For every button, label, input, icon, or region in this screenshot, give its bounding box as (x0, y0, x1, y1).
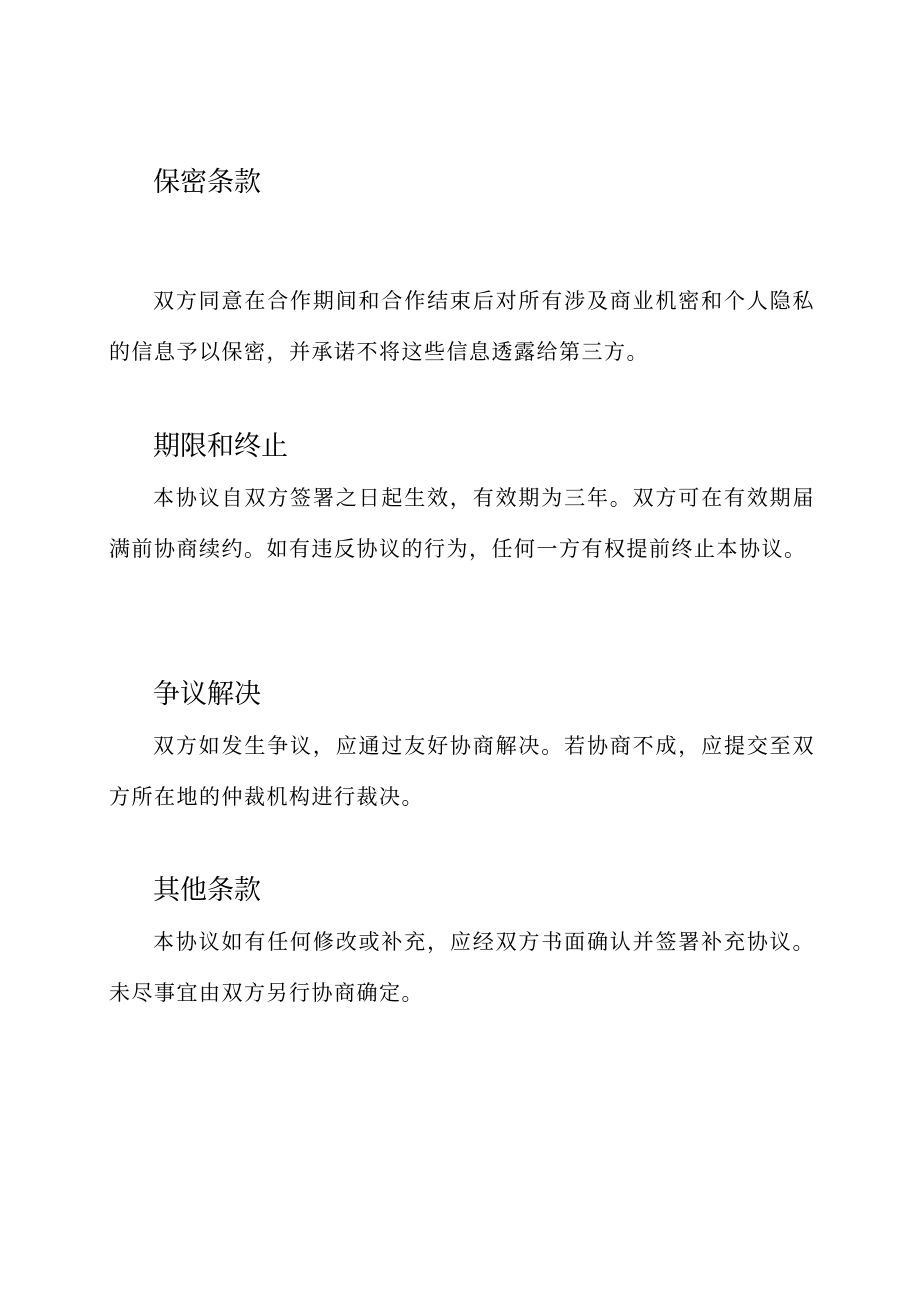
section-heading-term-termination: 期限和终止 (153, 431, 288, 462)
section-heading-dispute-resolution: 争议解决 (153, 679, 261, 710)
section-body-dispute-resolution: 双方如发生争议，应通过友好协商解决。若协商不成，应提交至双方所在地的仲裁机构进行裁决。 (109, 734, 815, 809)
section-heading-other-terms: 其他条款 (153, 875, 261, 906)
section-body-other-terms: 本协议如有任何修改或补充，应经双方书面确认并签署补充协议。未尽事宜由双方另行协商确定。 (109, 930, 815, 1005)
section-body-confidentiality: 双方同意在合作期间和合作结束后对所有涉及商业机密和个人隐私的信息予以保密，并承诺不将这些信息透露给第三方。 (109, 289, 815, 364)
section-heading-confidentiality: 保密条款 (153, 167, 261, 198)
section-body-term-termination: 本协议自双方签署之日起生效，有效期为三年。双方可在有效期届满前协商续约。如有违反协议的行为，任何一方有权提前终止本协议。 (109, 486, 815, 561)
